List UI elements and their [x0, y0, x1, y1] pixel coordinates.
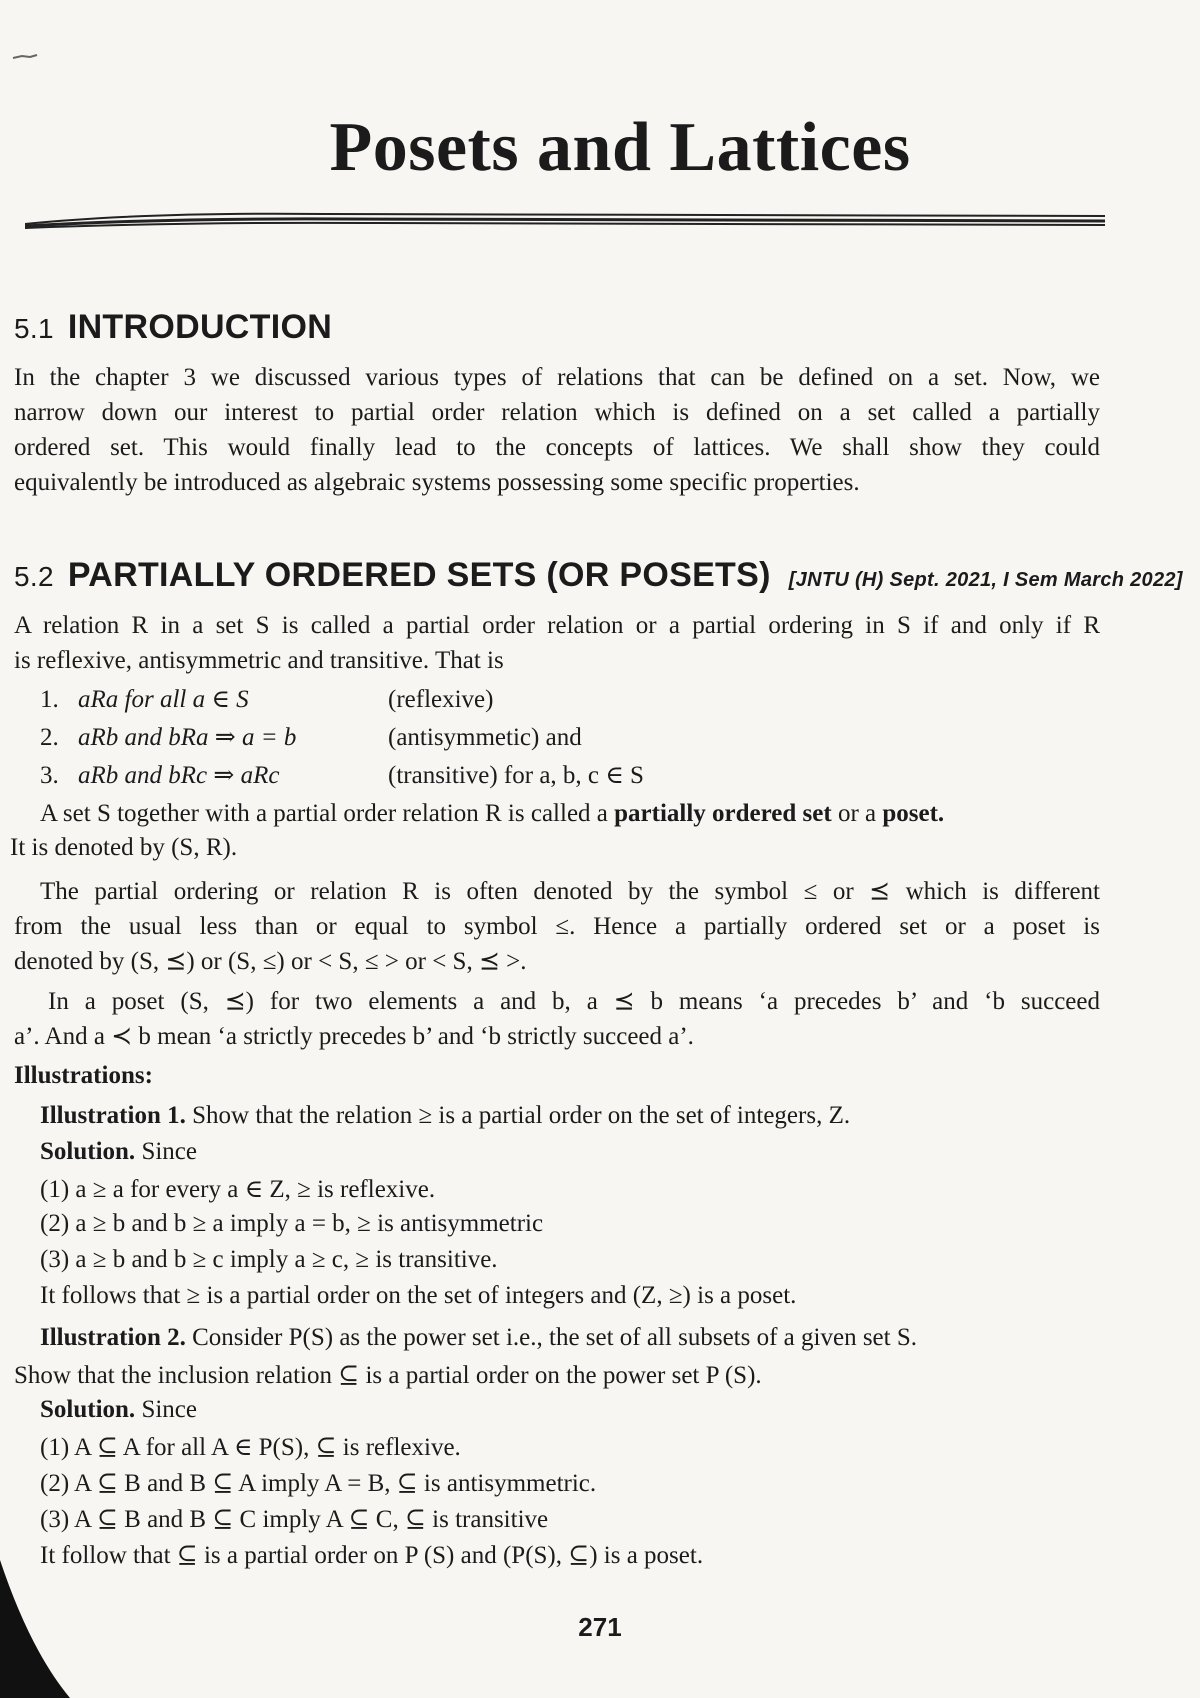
precede-line: a’. And a ≺ b mean ‘a strictly precedes b’ and ‘b strictly succeed a’. — [14, 1023, 694, 1050]
illustration-2-line2: Show that the inclusion relation ⊆ is a partial order on the power set P (S). — [14, 1362, 762, 1389]
definition-paragraph — [14, 608, 1100, 678]
page-number: 271 — [578, 1612, 622, 1642]
illustration-label: Illustration 1. — [40, 1102, 186, 1129]
property-number: 3. — [40, 762, 59, 789]
intro-paragraph — [14, 360, 1100, 500]
section-number: 5.1 — [14, 313, 54, 344]
solution-label: Solution. — [40, 1138, 136, 1165]
definition-line: is reflexive, antisymmetric and transitive. That is — [14, 647, 504, 674]
poset-definition-text: A set S together with a partial order relation R is called a — [40, 800, 615, 827]
page-shadow — [0, 1560, 80, 1698]
illustration-text: Show that the relation ≥ is a partial order on the set of integers, Z. — [185, 1102, 851, 1129]
solution-1 — [40, 1138, 197, 1166]
section-title: INTRODUCTION — [67, 308, 333, 346]
solution-step: (3) a ≥ b and b ≥ c imply a ≥ c, ≥ is transitive. — [40, 1246, 498, 1273]
title-rule — [25, 210, 1105, 234]
poset-notation: It is denoted by (S, R). — [10, 834, 238, 861]
intro-line: ordered set. This would finally lead to the concepts of lattices. We shall show they could — [14, 434, 1100, 461]
conclusion: It follow that ⊆ is a partial order on P (S) and (P(S), ⊆) is a poset. — [40, 1542, 704, 1569]
symbol-line: from the usual less than or equal to symbol ≤. Hence a partially ordered set or a poset is — [14, 913, 1100, 940]
solution-step: (3) A ⊆ B and B ⊆ C imply A ⊆ C, ⊆ is transitive — [40, 1506, 549, 1533]
precede-paragraph — [14, 984, 1100, 1054]
poset-definition — [40, 800, 944, 828]
section-number: 5.2 — [14, 561, 54, 592]
chapter-title: Posets and Lattices — [329, 109, 911, 186]
term-poset: poset. — [882, 800, 945, 827]
solution-label: Solution. — [40, 1396, 136, 1423]
solution-text: Since — [135, 1138, 197, 1165]
term-partially-ordered-set: partially ordered set — [614, 800, 832, 827]
property-formula: aRa for all a ∈ S — [78, 686, 249, 713]
property-item — [40, 760, 644, 790]
poset-definition-text: or a — [831, 800, 883, 827]
intro-line: In the chapter 3 we discussed various types of relations that can be defined on a set. Now, we — [14, 364, 1100, 391]
section-heading-posets — [14, 556, 1183, 595]
illustration-label: Illustration 2. — [40, 1324, 186, 1351]
precede-line: In a poset (S, ⪯) for two elements a and b, a ⪯ b means ‘a precedes b’ and ‘b succeed — [48, 988, 1100, 1015]
definition-line: A relation R in a set S is called a partial order relation or a partial ordering in S if and only if R — [14, 612, 1100, 639]
property-number: 2. — [40, 724, 59, 751]
illustration-2 — [40, 1324, 917, 1352]
illustrations-heading: Illustrations: — [14, 1062, 153, 1089]
property-label: (transitive) for a, b, c ∈ S — [388, 762, 644, 789]
property-label: (reflexive) — [388, 686, 494, 713]
symbol-line: The partial ordering or relation R is often denoted by the symbol ≤ or ⪯ which is different — [40, 878, 1100, 905]
corner-smudge — [12, 52, 38, 62]
illustration-text: Consider P(S) as the power set i.e., the set of all subsets of a given set S. — [185, 1324, 917, 1351]
property-formula: aRb and bRa ⇒ a = b — [78, 724, 297, 751]
section-title: PARTIALLY ORDERED SETS (OR POSETS) — [67, 556, 771, 594]
exam-reference: [JNTU (H) Sept. 2021, I Sem March 2022] — [788, 569, 1183, 591]
property-item — [40, 684, 493, 714]
solution-step: (2) A ⊆ B and B ⊆ A imply A = B, ⊆ is antisymmetric. — [40, 1470, 597, 1497]
intro-line: narrow down our interest to partial order relation which is defined on a set called a partially — [14, 399, 1100, 426]
section-heading-introduction — [14, 308, 332, 347]
solution-text: Since — [135, 1396, 197, 1423]
property-formula: aRb and bRc ⇒ aRc — [78, 762, 280, 789]
solution-2 — [40, 1396, 197, 1424]
symbol-paragraph — [14, 874, 1100, 979]
property-item — [40, 722, 582, 752]
intro-line: equivalently be introduced as algebraic systems possessing some specific properties. — [14, 469, 860, 496]
property-label: (antisymmetic) and — [388, 724, 582, 751]
symbol-line: denoted by (S, ⪯) or (S, ≤) or < S, ≤ > or < S, ⪯ >. — [14, 948, 527, 975]
solution-step: (1) a ≥ a for every a ∈ Z, ≥ is reflexive. — [40, 1176, 436, 1203]
illustration-1 — [40, 1102, 850, 1130]
solution-step: (1) A ⊆ A for all A ∈ P(S), ⊆ is reflexive. — [40, 1434, 461, 1461]
solution-step: (2) a ≥ b and b ≥ a imply a = b, ≥ is antisymmetric — [40, 1210, 544, 1237]
property-number: 1. — [40, 686, 59, 713]
conclusion: It follows that ≥ is a partial order on the set of integers and (Z, ≥) is a poset. — [40, 1282, 797, 1309]
